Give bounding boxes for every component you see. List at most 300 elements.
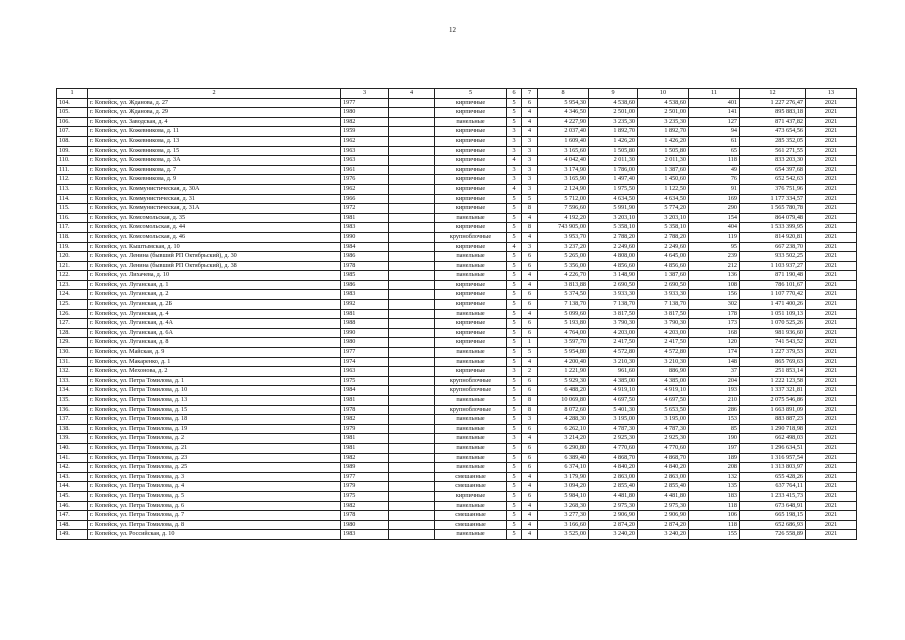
cost-cell: 786 101,67	[740, 280, 806, 290]
residential-area-cell: 7 138,70	[638, 300, 689, 310]
address-cell: г. Копейск, ул. Луганская, д. 1	[88, 280, 341, 290]
date-cell	[389, 319, 435, 329]
row-number: 118.	[57, 232, 88, 242]
row-number: 106.	[57, 117, 88, 127]
premises-area-cell: 2 690,50	[589, 280, 638, 290]
address-cell: г. Копейск, ул. Кожевникова, д. 13	[88, 136, 341, 146]
entrances-cell: 6	[522, 261, 538, 271]
row-number: 122.	[57, 271, 88, 281]
wall-material-cell: кирпичные	[435, 108, 507, 118]
entrances-cell: 4	[522, 117, 538, 127]
total-area-cell: 2 124,90	[538, 184, 589, 194]
floors-cell: 5	[507, 223, 522, 233]
planned-year-cell: 2021	[806, 213, 857, 223]
residents-cell: 118	[689, 156, 740, 166]
row-number: 135.	[57, 396, 88, 406]
table-row	[57, 300, 857, 310]
year-cell: 1983	[341, 530, 389, 540]
entrances-cell: 6	[522, 386, 538, 396]
year-cell: 1976	[341, 175, 389, 185]
entrances-cell: 2	[522, 367, 538, 377]
entrances-cell: 6	[522, 453, 538, 463]
floors-cell: 5	[507, 204, 522, 214]
wall-material-cell: крупноблочные	[435, 376, 507, 386]
table-row	[57, 146, 857, 156]
total-area-cell: 3 094,20	[538, 482, 589, 492]
address-cell: г. Копейск, ул. Петра Томилова, д. 3	[88, 472, 341, 482]
table-row	[57, 386, 857, 396]
total-area-cell: 4 288,30	[538, 415, 589, 425]
table-row	[57, 127, 857, 137]
table-row	[57, 424, 857, 434]
year-cell: 1986	[341, 280, 389, 290]
planned-year-cell: 2021	[806, 108, 857, 118]
row-number: 144.	[57, 482, 88, 492]
total-area-cell: 4 042,40	[538, 156, 589, 166]
total-area-cell: 4 192,20	[538, 213, 589, 223]
planned-year-cell: 2021	[806, 194, 857, 204]
date-cell	[389, 127, 435, 137]
residential-area-cell: 1 387,60	[638, 165, 689, 175]
date-cell	[389, 376, 435, 386]
cost-cell: 981 936,60	[740, 328, 806, 338]
entrances-cell: 3	[522, 146, 538, 156]
premises-area-cell: 4 385,00	[589, 376, 638, 386]
address-cell: г. Копейск, ул. Петра Томилова, д. 19	[88, 424, 341, 434]
planned-year-cell: 2021	[806, 98, 857, 108]
total-area-cell: 3 165,90	[538, 175, 589, 185]
floors-cell: 5	[507, 501, 522, 511]
premises-area-cell: 3 240,20	[589, 530, 638, 540]
total-area-cell: 5 265,00	[538, 252, 589, 262]
residents-cell: 95	[689, 242, 740, 252]
date-cell	[389, 367, 435, 377]
residential-area-cell: 4 919,10	[638, 386, 689, 396]
address-cell: г. Копейск, ул. Петра Томилова, д. 7	[88, 511, 341, 521]
cost-cell: 662 498,03	[740, 434, 806, 444]
floors-cell: 3	[507, 165, 522, 175]
date-cell	[389, 415, 435, 425]
premises-area-cell: 5 991,90	[589, 204, 638, 214]
floors-cell: 5	[507, 453, 522, 463]
entrances-cell: 8	[522, 405, 538, 415]
residents-cell: 106	[689, 511, 740, 521]
table-row	[57, 415, 857, 425]
date-cell	[389, 223, 435, 233]
residential-area-cell: 3 817,50	[638, 309, 689, 319]
entrances-cell: 4	[522, 127, 538, 137]
date-cell	[389, 213, 435, 223]
total-area-cell: 7 138,70	[538, 300, 589, 310]
entrances-cell: 6	[522, 328, 538, 338]
row-number: 121.	[57, 261, 88, 271]
floors-cell: 3	[507, 434, 522, 444]
residential-area-cell: 3 790,30	[638, 319, 689, 329]
column-header: 1	[57, 89, 88, 99]
planned-year-cell: 2021	[806, 491, 857, 501]
residents-cell: 132	[689, 472, 740, 482]
cost-cell: 871 190,48	[740, 271, 806, 281]
planned-year-cell: 2021	[806, 280, 857, 290]
residential-area-cell: 2 925,30	[638, 434, 689, 444]
wall-material-cell: кирпичные	[435, 127, 507, 137]
planned-year-cell: 2021	[806, 443, 857, 453]
date-cell	[389, 300, 435, 310]
cost-cell: 1 533 399,95	[740, 223, 806, 233]
residents-cell: 286	[689, 405, 740, 415]
address-cell: г. Копейск, ул. Петра Томилова, д. 15	[88, 405, 341, 415]
cost-cell: 1 565 780,78	[740, 204, 806, 214]
total-area-cell: 3 953,70	[538, 232, 589, 242]
date-cell	[389, 338, 435, 348]
entrances-cell: 4	[522, 501, 538, 511]
floors-cell: 5	[507, 491, 522, 501]
date-cell	[389, 290, 435, 300]
total-area-cell: 4 226,70	[538, 271, 589, 281]
residents-cell: 91	[689, 184, 740, 194]
planned-year-cell: 2021	[806, 482, 857, 492]
table-row	[57, 117, 857, 127]
date-cell	[389, 328, 435, 338]
total-area-cell: 3 597,70	[538, 338, 589, 348]
premises-area-cell: 1 892,70	[589, 127, 638, 137]
entrances-cell: 4	[522, 271, 538, 281]
total-area-cell: 6 290,80	[538, 443, 589, 453]
total-area-cell: 3 174,90	[538, 165, 589, 175]
entrances-cell: 8	[522, 396, 538, 406]
premises-area-cell: 961,60	[589, 367, 638, 377]
table-row	[57, 194, 857, 204]
year-cell: 1981	[341, 434, 389, 444]
premises-area-cell: 5 358,10	[589, 223, 638, 233]
premises-area-cell: 4 770,60	[589, 443, 638, 453]
premises-area-cell: 4 538,60	[589, 98, 638, 108]
year-cell: 1972	[341, 204, 389, 214]
residents-cell: 208	[689, 463, 740, 473]
row-number: 119.	[57, 242, 88, 252]
total-area-cell: 3 179,90	[538, 472, 589, 482]
date-cell	[389, 511, 435, 521]
planned-year-cell: 2021	[806, 501, 857, 511]
address-cell: г. Копейск, ул. Ленина (бывший РП Октябрьский), д. 30	[88, 252, 341, 262]
row-number: 114.	[57, 194, 88, 204]
year-cell: 1979	[341, 424, 389, 434]
planned-year-cell: 2021	[806, 328, 857, 338]
floors-cell: 3	[507, 146, 522, 156]
floors-cell: 5	[507, 338, 522, 348]
entrances-cell: 6	[522, 290, 538, 300]
total-area-cell: 8 072,60	[538, 405, 589, 415]
residents-cell: 168	[689, 328, 740, 338]
year-cell: 1963	[341, 146, 389, 156]
row-number: 148.	[57, 520, 88, 530]
wall-material-cell: панельные	[435, 309, 507, 319]
planned-year-cell: 2021	[806, 165, 857, 175]
entrances-cell: 4	[522, 108, 538, 118]
year-cell: 1981	[341, 396, 389, 406]
year-cell: 1984	[341, 242, 389, 252]
address-cell: г. Копейск, ул. Кожевникова, д. 3А	[88, 156, 341, 166]
wall-material-cell: панельные	[435, 501, 507, 511]
total-area-cell: 6 262,10	[538, 424, 589, 434]
floors-cell: 5	[507, 328, 522, 338]
address-cell: г. Копейск, ул. Луганская, д. 8	[88, 338, 341, 348]
cost-cell: 637 764,11	[740, 482, 806, 492]
planned-year-cell: 2021	[806, 424, 857, 434]
date-cell	[389, 242, 435, 252]
residents-cell: 210	[689, 396, 740, 406]
year-cell: 1978	[341, 261, 389, 271]
cost-cell: 864 079,48	[740, 213, 806, 223]
wall-material-cell: смешанные	[435, 472, 507, 482]
residents-cell: 212	[689, 261, 740, 271]
residential-area-cell: 4 645,00	[638, 252, 689, 262]
year-cell: 1982	[341, 501, 389, 511]
year-cell: 1989	[341, 463, 389, 473]
planned-year-cell: 2021	[806, 175, 857, 185]
date-cell	[389, 117, 435, 127]
premises-area-cell: 2 925,30	[589, 434, 638, 444]
planned-year-cell: 2021	[806, 156, 857, 166]
cost-cell: 871 437,82	[740, 117, 806, 127]
floors-cell: 5	[507, 482, 522, 492]
table-row	[57, 482, 857, 492]
planned-year-cell: 2021	[806, 252, 857, 262]
planned-year-cell: 2021	[806, 376, 857, 386]
date-cell	[389, 232, 435, 242]
premises-area-cell: 1 505,80	[589, 146, 638, 156]
residents-cell: 61	[689, 136, 740, 146]
entrances-cell: 6	[522, 491, 538, 501]
date-cell	[389, 491, 435, 501]
year-cell: 1980	[341, 108, 389, 118]
wall-material-cell: кирпичные	[435, 184, 507, 194]
wall-material-cell: панельные	[435, 213, 507, 223]
address-cell: г. Копейск, ул. Луганская, д. 4	[88, 309, 341, 319]
total-area-cell: 3 813,88	[538, 280, 589, 290]
table-row	[57, 530, 857, 540]
premises-area-cell: 4 481,80	[589, 491, 638, 501]
total-area-cell: 5 099,60	[538, 309, 589, 319]
wall-material-cell: крупноблочные	[435, 386, 507, 396]
year-cell: 1974	[341, 357, 389, 367]
total-area-cell: 5 954,80	[538, 348, 589, 358]
residential-area-cell: 3 210,30	[638, 357, 689, 367]
residential-area-cell: 4 840,20	[638, 463, 689, 473]
residential-area-cell: 2 855,40	[638, 482, 689, 492]
year-cell: 1985	[341, 271, 389, 281]
date-cell	[389, 453, 435, 463]
cost-cell: 2 075 546,86	[740, 396, 806, 406]
planned-year-cell: 2021	[806, 319, 857, 329]
entrances-cell: 4	[522, 482, 538, 492]
cost-cell: 1 051 109,13	[740, 309, 806, 319]
planned-year-cell: 2021	[806, 530, 857, 540]
table-row	[57, 309, 857, 319]
column-header: 3	[341, 89, 389, 99]
entrances-cell: 5	[522, 348, 538, 358]
column-header: 12	[740, 89, 806, 99]
residents-cell: 136	[689, 271, 740, 281]
cost-cell: 473 654,56	[740, 127, 806, 137]
residential-area-cell: 3 235,30	[638, 117, 689, 127]
year-cell: 1986	[341, 252, 389, 262]
residents-cell: 404	[689, 223, 740, 233]
cost-cell: 1 337 321,81	[740, 386, 806, 396]
floors-cell: 5	[507, 98, 522, 108]
planned-year-cell: 2021	[806, 472, 857, 482]
entrances-cell: 4	[522, 472, 538, 482]
wall-material-cell: кирпичные	[435, 204, 507, 214]
wall-material-cell: смешанные	[435, 520, 507, 530]
address-cell: г. Копейск, ул. Петра Томилова, д. 2	[88, 434, 341, 444]
table-row	[57, 156, 857, 166]
table-row	[57, 338, 857, 348]
planned-year-cell: 2021	[806, 223, 857, 233]
floors-cell: 5	[507, 511, 522, 521]
total-area-cell: 5 356,00	[538, 261, 589, 271]
year-cell: 1982	[341, 117, 389, 127]
address-cell: г. Копейск, ул. Комсомольская, д. 46	[88, 232, 341, 242]
row-number: 115.	[57, 204, 88, 214]
planned-year-cell: 2021	[806, 232, 857, 242]
date-cell	[389, 156, 435, 166]
row-number: 113.	[57, 184, 88, 194]
total-area-cell: 3 268,30	[538, 501, 589, 511]
cost-cell: 667 238,70	[740, 242, 806, 252]
year-cell: 1979	[341, 482, 389, 492]
planned-year-cell: 2021	[806, 463, 857, 473]
table-row	[57, 405, 857, 415]
cost-cell: 833 203,30	[740, 156, 806, 166]
premises-area-cell: 3 933,30	[589, 290, 638, 300]
wall-material-cell: кирпичные	[435, 98, 507, 108]
total-area-cell: 4 346,50	[538, 108, 589, 118]
column-header: 5	[435, 89, 507, 99]
row-number: 131.	[57, 357, 88, 367]
table-row	[57, 463, 857, 473]
address-cell: г. Копейск, ул. Луганская, д. 2	[88, 290, 341, 300]
premises-area-cell: 3 210,30	[589, 357, 638, 367]
total-area-cell: 4 227,90	[538, 117, 589, 127]
residents-cell: 173	[689, 319, 740, 329]
year-cell: 1984	[341, 386, 389, 396]
floors-cell: 5	[507, 300, 522, 310]
premises-area-cell: 2 975,30	[589, 501, 638, 511]
row-number: 140.	[57, 443, 88, 453]
cost-cell: 376 751,96	[740, 184, 806, 194]
address-cell: г. Копейск, ул. Кыштымская, д. 10	[88, 242, 341, 252]
premises-area-cell: 3 790,30	[589, 319, 638, 329]
row-number: 125.	[57, 300, 88, 310]
table-row	[57, 376, 857, 386]
table-row	[57, 175, 857, 185]
total-area-cell: 7 596,60	[538, 204, 589, 214]
table-row	[57, 434, 857, 444]
date-cell	[389, 520, 435, 530]
wall-material-cell: кирпичные	[435, 156, 507, 166]
planned-year-cell: 2021	[806, 136, 857, 146]
wall-material-cell: кирпичные	[435, 319, 507, 329]
residential-area-cell: 5 358,10	[638, 223, 689, 233]
cost-cell: 1 222 123,58	[740, 376, 806, 386]
entrances-cell: 4	[522, 213, 538, 223]
total-area-cell: 6 389,40	[538, 453, 589, 463]
residents-cell: 239	[689, 252, 740, 262]
residents-cell: 37	[689, 367, 740, 377]
entrances-cell: 4	[522, 357, 538, 367]
cost-cell: 1 070 525,26	[740, 319, 806, 329]
date-cell	[389, 501, 435, 511]
floors-cell: 5	[507, 530, 522, 540]
date-cell	[389, 472, 435, 482]
row-number: 130.	[57, 348, 88, 358]
wall-material-cell: панельные	[435, 443, 507, 453]
table-row	[57, 396, 857, 406]
residents-cell: 49	[689, 165, 740, 175]
entrances-cell: 4	[522, 280, 538, 290]
residential-area-cell: 3 933,30	[638, 290, 689, 300]
total-area-cell: 5 929,30	[538, 376, 589, 386]
entrances-cell: 1	[522, 338, 538, 348]
cost-cell: 1 227 379,53	[740, 348, 806, 358]
premises-area-cell: 2 855,40	[589, 482, 638, 492]
planned-year-cell: 2021	[806, 386, 857, 396]
wall-material-cell: панельные	[435, 261, 507, 271]
premises-area-cell: 7 138,70	[589, 300, 638, 310]
table-row	[57, 348, 857, 358]
premises-area-cell: 3 148,90	[589, 271, 638, 281]
floors-cell: 4	[507, 156, 522, 166]
date-cell	[389, 204, 435, 214]
row-number: 128.	[57, 328, 88, 338]
address-cell: г. Копейск, ул. Кожевникова, д. 7	[88, 165, 341, 175]
premises-area-cell: 4 203,00	[589, 328, 638, 338]
wall-material-cell: кирпичные	[435, 491, 507, 501]
year-cell: 1978	[341, 511, 389, 521]
column-header: 4	[389, 89, 435, 99]
planned-year-cell: 2021	[806, 367, 857, 377]
premises-area-cell: 1 497,40	[589, 175, 638, 185]
row-number: 111.	[57, 165, 88, 175]
year-cell: 1990	[341, 328, 389, 338]
year-cell: 1961	[341, 165, 389, 175]
year-cell: 1992	[341, 300, 389, 310]
year-cell: 1975	[341, 376, 389, 386]
wall-material-cell: панельные	[435, 463, 507, 473]
year-cell: 1980	[341, 338, 389, 348]
premises-area-cell: 4 634,50	[589, 194, 638, 204]
cost-cell: 561 271,55	[740, 146, 806, 156]
residents-cell: 119	[689, 232, 740, 242]
floors-cell: 5	[507, 290, 522, 300]
year-cell: 1981	[341, 309, 389, 319]
premises-area-cell: 5 401,30	[589, 405, 638, 415]
table-row	[57, 213, 857, 223]
total-area-cell: 5 984,10	[538, 491, 589, 501]
wall-material-cell: панельные	[435, 530, 507, 540]
cost-cell: 865 769,63	[740, 357, 806, 367]
wall-material-cell: кирпичные	[435, 328, 507, 338]
entrances-cell: 6	[522, 424, 538, 434]
entrances-cell: 3	[522, 136, 538, 146]
floors-cell: 5	[507, 520, 522, 530]
residents-cell: 290	[689, 204, 740, 214]
total-area-cell: 5 374,50	[538, 290, 589, 300]
residential-area-cell: 2 906,90	[638, 511, 689, 521]
cost-cell: 652 686,93	[740, 520, 806, 530]
cost-cell: 285 352,05	[740, 136, 806, 146]
